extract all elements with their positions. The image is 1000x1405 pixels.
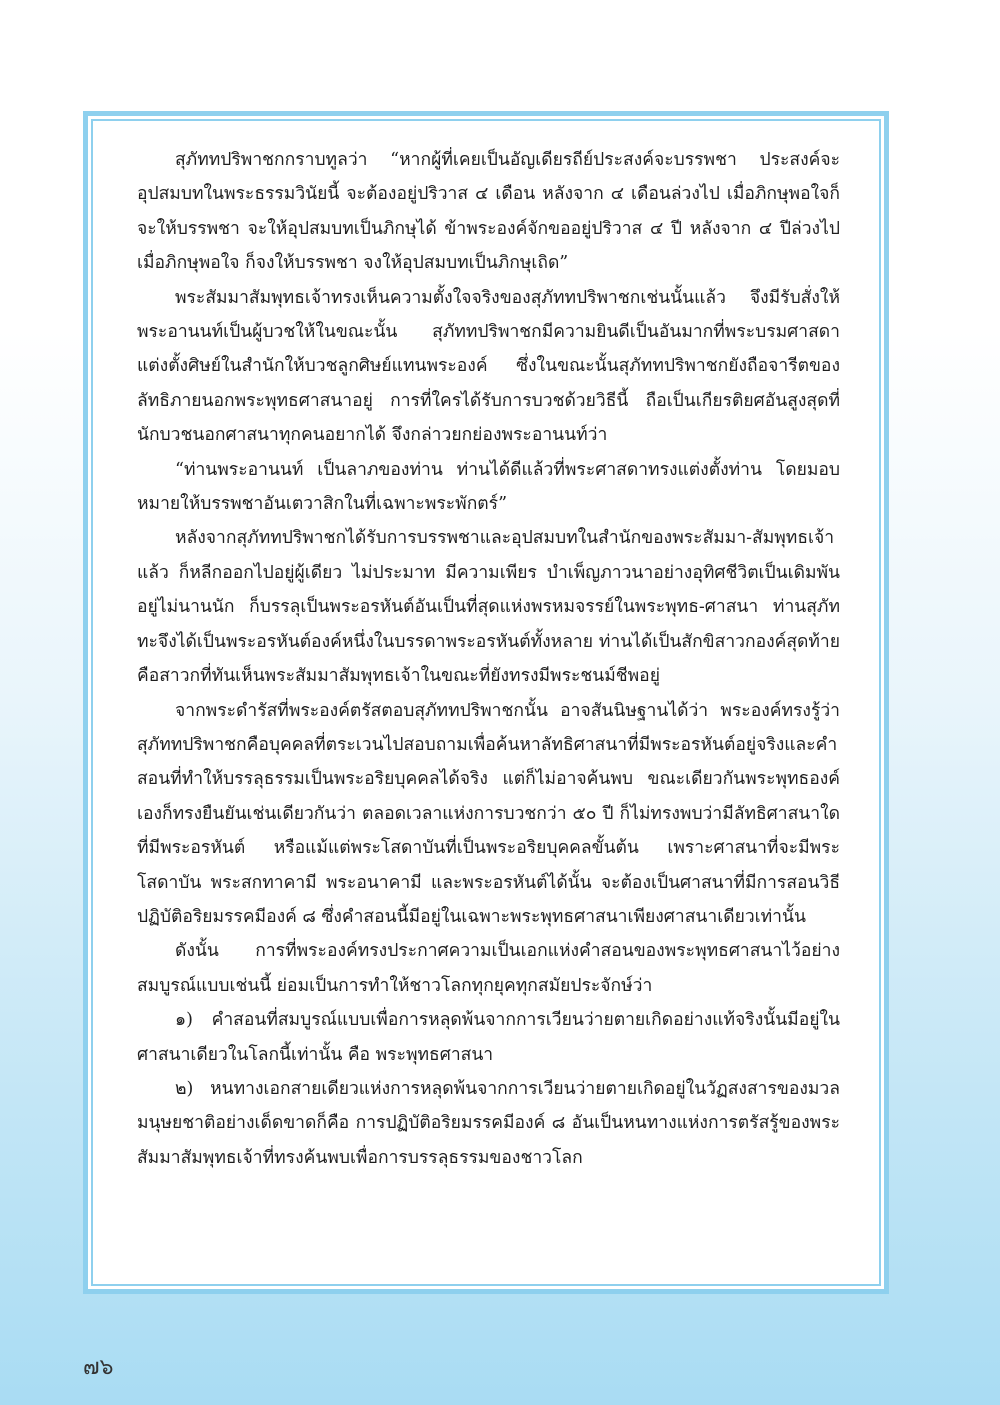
list-item: ๒) หนทางเอกสายเดียวแห่งการหลุดพ้นจากการเวียนว่ายตายเกิดอยู่ในวัฏสงสารของมวลมนุษยชาติอย่างเด็ดขาดก็คือ การปฏิบัติอริยมรรคมีองค์ ๘ อันเป็นหนทางแห่งการตรัสรู้ของพระสัมมาสัมพุทธเจ้าที่ทรงค้นพบเพื่อการบรรลุธรรมของชาวโลก: [137, 1078, 840, 1168]
list-item: ๑) คำสอนที่สมบูรณ์แบบเพื่อการหลุดพ้นจากการเวียนว่ายตายเกิดอย่างแท้จริงนั้นมีอยู่ในศาสนาเดียวในโลกนี้เท่านั้น คือ พระพุทธศาสนา: [137, 1010, 840, 1065]
document-body: [137, 143, 840, 1175]
paragraph: สุภัททปริพาชกกราบทูลว่า “หากผู้ที่เคยเป็นอัญเดียรถีย์ประสงค์จะบรรพชา ประสงค์จะอุปสมบทในพระธรรมวินัยนี้ จะต้องอยู่ปริวาส ๔ เดือน หลังจาก ๔ เดือนล่วงไป เมื่อภิกษุพอใจก็จะให้บรรพชา จะให้อุปสมบทเป็นภิกษุได้ ข้าพระองค์จักขออยู่ปริวาส ๔ ปี หลังจาก ๔ ปีล่วงไป เมื่อภิกษุพอใจ ก็จงให้บรรพชา จงให้อุปสมบทเป็นภิกษุเถิด”: [137, 150, 840, 274]
paragraph: จากพระดำรัสที่พระองค์ตรัสตอบสุภัททปริพาชกนั้น อาจสันนิษฐานได้ว่า พระองค์ทรงรู้ว่า สุภัททปริพาชกคือบุคคลที่ตระเวนไปสอบถามเพื่อค้นหาลัทธิศาสนาที่มีพระอรหันต์อยู่จริงและคำสอนที่ทำให้บรรลุธรรมเป็นพระอริยบุคคลได้จริง แต่ก็ไม่อาจค้นพบ ขณะเดียวกันพระพุทธองค์เองก็ทรงยืนยันเช่นเดียวกันว่า ตลอดเวลาแห่งการบวชกว่า ๕๐ ปี ก็ไม่ทรงพบว่ามีลัทธิศาสนาใดที่มีพระอรหันต์ หรือแม้แต่พระโสดาบันที่เป็นพระอริยบุคคลขั้นต้น เพราะศาสนาที่จะมีพระโสดาบัน พระสกทาคามี พระอนาคามี และพระอรหันต์ได้นั้น จะต้องเป็นศาสนาที่มีการสอนวิธีปฏิบัติอริยมรรคมีองค์ ๘ ซึ่งคำสอนนี้มีอยู่ในเฉพาะพระพุทธศาสนาเพียงศาสนาเดียวเท่านั้น: [137, 700, 840, 927]
paragraph: “ท่านพระอานนท์ เป็นลาภของท่าน ท่านได้ดีแล้วที่พระศาสดาทรงแต่งตั้งท่าน โดยมอบหมายให้บรรพชาอันเตวาสิกในที่เฉพาะพระพักตร์”: [137, 459, 840, 515]
paragraph: พระสัมมาสัมพุทธเจ้าทรงเห็นความตั้งใจจริงของสุภัททปริพาชกเช่นนั้นแล้ว จึงมีรับสั่งให้พระอานนท์เป็นผู้บวชให้ในขณะนั้น สุภัททปริพาชกมีความยินดีเป็นอันมากที่พระบรมศาสดาแต่งตั้งศิษย์ในสำนักให้บวชลูกศิษย์แทนพระองค์ ซึ่งในขณะนั้นสุภัททปริพาชกยังถือจารีตของลัทธิภายนอกพระพุทธศาสนาอยู่ การที่ใครได้รับการบวชด้วยวิธีนี้ ถือเป็นเกียรติยศอันสูงสุดที่นักบวชนอกศาสนาทุกคนอยากได้ จึงกล่าวยกย่องพระอานนท์ว่า: [137, 287, 840, 446]
paragraph: หลังจากสุภัททปริพาชกได้รับการบรรพชาและอุปสมบทในสำนักของพระสัมมา-สัมพุทธเจ้าแล้ว ก็หลีกออกไปอยู่ผู้เดียว ไม่ประมาท มีความเพียร บำเพ็ญภาวนาอย่างอุทิศชีวิตเป็นเดิมพันอยู่ไม่นานนัก ก็บรรลุเป็นพระอรหันต์อันเป็นที่สุดแห่งพรหมจรรย์ในพระพุทธ-ศาสนา ท่านสุภัททะจึงได้เป็นพระอรหันต์องค์หนึ่งในบรรดาพระอรหันต์ทั้งหลาย ท่านได้เป็นสักขิสาวกองค์สุดท้าย คือสาวกที่ทันเห็นพระสัมมาสัมพุทธเจ้าในขณะที่ยังทรงมีพระชนม์ชีพอยู่: [137, 528, 840, 687]
page-number: ๗๖: [83, 1355, 114, 1380]
paragraph: ดังนั้น การที่พระองค์ทรงประกาศความเป็นเอกแห่งคำสอนของพระพุทธศาสนาไว้อย่างสมบูรณ์แบบเช่นนี้ ย่อมเป็นการทำให้ชาวโลกทุกยุคทุกสมัยประจักษ์ว่า: [137, 941, 840, 996]
